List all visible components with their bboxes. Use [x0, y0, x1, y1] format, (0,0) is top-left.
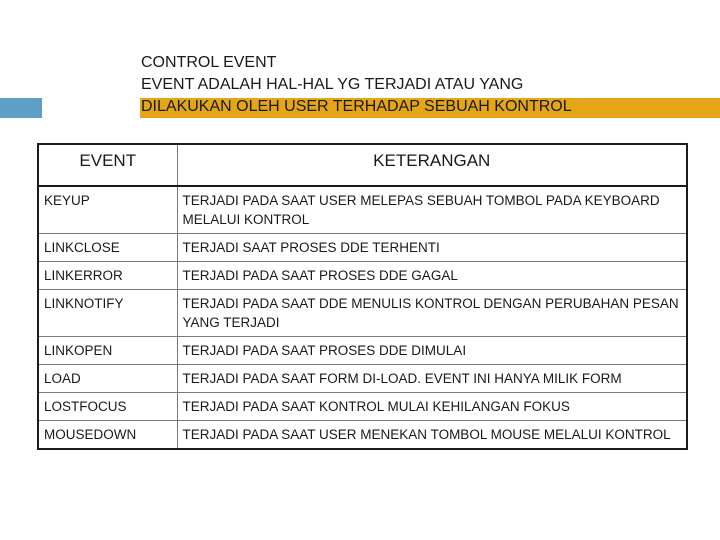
event-name: KEYUP: [38, 186, 177, 234]
event-description: TERJADI PADA SAAT USER MENEKAN TOMBOL MOUSE MELALUI KONTROL: [177, 421, 687, 450]
event-name: MOUSEDOWN: [38, 421, 177, 450]
header-event: EVENT: [38, 144, 177, 186]
table-row: [38, 393, 687, 421]
table-row: [38, 421, 687, 450]
table-header-row: [38, 144, 687, 186]
event-description: TERJADI PADA SAAT DDE MENULIS KONTROL DENGAN PERUBAHAN PESAN YANG TERJADI: [177, 290, 687, 337]
accent-bar-blue: [0, 98, 42, 118]
event-description: TERJADI PADA SAAT PROSES DDE DIMULAI: [177, 337, 687, 365]
table-row: [38, 365, 687, 393]
table-row: [38, 262, 687, 290]
event-name: LINKOPEN: [38, 337, 177, 365]
event-name: LINKERROR: [38, 262, 177, 290]
event-description: TERJADI SAAT PROSES DDE TERHENTI: [177, 234, 687, 262]
event-description: TERJADI PADA SAAT FORM DI-LOAD. EVENT INI HANYA MILIK FORM: [177, 365, 687, 393]
event-description: TERJADI PADA SAAT PROSES DDE GAGAL: [177, 262, 687, 290]
table-row: [38, 186, 687, 234]
table-row: [38, 234, 687, 262]
event-description: TERJADI PADA SAAT USER MELEPAS SEBUAH TOMBOL PADA KEYBOARD MELALUI KONTROL: [177, 186, 687, 234]
event-name: LOAD: [38, 365, 177, 393]
event-name: LINKCLOSE: [38, 234, 177, 262]
events-table: [37, 143, 688, 450]
table-row: [38, 290, 687, 337]
title-subline-2: DILAKUKAN OLEH USER TERHADAP SEBUAH KONTROL: [141, 98, 572, 115]
event-description: TERJADI PADA SAAT KONTROL MULAI KEHILANGAN FOKUS: [177, 393, 687, 421]
event-name: LOSTFOCUS: [38, 393, 177, 421]
slide-title: [141, 52, 716, 118]
title-heading: CONTROL EVENT: [141, 54, 277, 71]
title-subline-1: EVENT ADALAH HAL-HAL YG TERJADI ATAU YANG: [141, 76, 524, 93]
event-name: LINKNOTIFY: [38, 290, 177, 337]
table-row: [38, 337, 687, 365]
header-keterangan: KETERANGAN: [177, 144, 687, 186]
